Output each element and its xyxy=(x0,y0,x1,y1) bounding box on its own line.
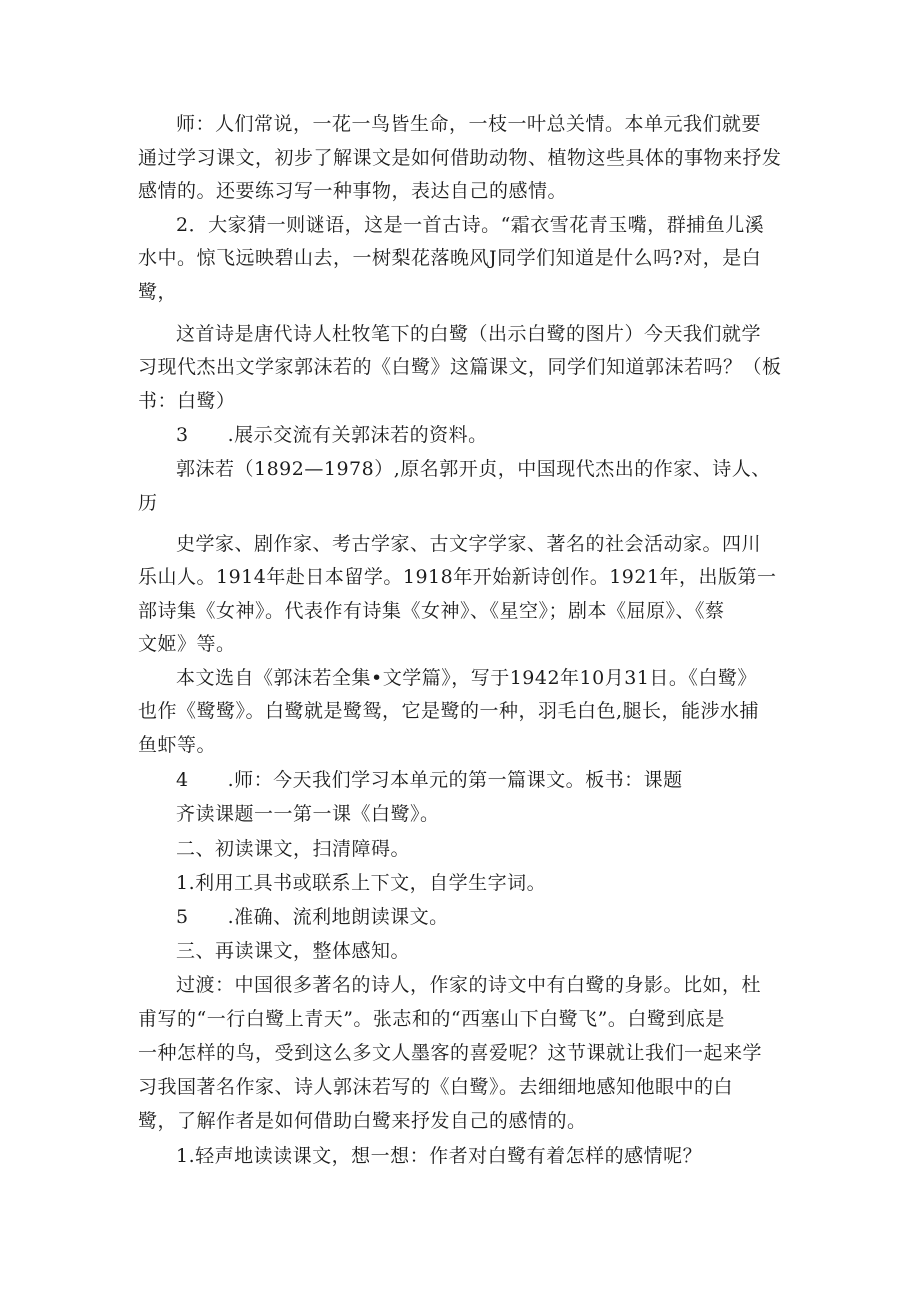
text-line: 鹭，了解作者是如何借助白鹭来抒发自己的感情的。 xyxy=(138,1110,587,1132)
text-line: 4 .师：今天我们学习本单元的第一篇课文。板书：课题 xyxy=(176,769,683,791)
text-line: 部诗集《女神》。代表作有诗集《女神》、《星空》；剧本《屈原》、《蔡 xyxy=(138,600,725,622)
text-line: 史学家、剧作家、考古学家、古文字学家、著名的社会活动家。四川 xyxy=(176,533,762,555)
text-line: 通过学习课文，初步了解课文是如何借助动物、植物这些具体的事物来抒发 xyxy=(138,147,782,169)
text-line: 鱼虾等。 xyxy=(138,734,217,756)
text-line: 1.轻声地读读课文，想一想：作者对白鹭有着怎样的感情呢？ xyxy=(176,1145,703,1167)
text-line: 郭沫若（1892—1978）,原名郭开贞，中国现代杰出的作家、诗人、 xyxy=(176,458,771,480)
text-line: 1.利用工具书或联系上下文，自学生字词。 xyxy=(176,872,547,894)
text-line: 三、再读课文，整体感知。 xyxy=(176,940,411,962)
text-line: 一种怎样的鸟，受到这么多文人墨客的喜爱呢？这节课就让我们一起来学 xyxy=(138,1042,763,1064)
text-line: 文姬》等。 xyxy=(138,633,236,655)
text-line: 过渡：中国很多著名的诗人，作家的诗文中有白鹭的身影。比如，杜 xyxy=(176,974,762,996)
text-line: 鹭， xyxy=(138,281,178,303)
text-line: 2．大家猜一则谜语，这是一首古诗。“霜衣雪花青玉嘴，群捕鱼儿溪 xyxy=(176,214,765,236)
text-line: 师：人们常说，一花一鸟皆生命，一枝一叶总关情。本单元我们就要 xyxy=(176,113,762,135)
text-line: 齐读课题一一第一课《白鹭》。 xyxy=(176,803,440,825)
text-line: 水中。惊飞远映碧山去，一树梨花落晚风J同学们知道是什么吗?对，是白 xyxy=(138,247,762,269)
text-line: 习我国著名作家、诗人郭沫若写的《白鹭》。去细细地感知他眼中的白 xyxy=(138,1076,734,1098)
text-line: 习现代杰出文学家郭沫若的《白鹭》这篇课文，同学们知道郭沫若吗？（板 xyxy=(138,356,782,378)
text-line: 历 xyxy=(138,492,158,514)
text-line: 书：白鹭） xyxy=(138,390,236,412)
text-line: 5 .准确、流利地朗读课文。 xyxy=(176,906,449,928)
text-line: 甫写的“一行白鹭上青天”。张志和的“西塞山下白鹭飞”。白鹭到底是 xyxy=(138,1008,725,1030)
text-line: 乐山人。1914年赴日本留学。1918年开始新诗创作。1921年，出版第一 xyxy=(138,566,777,588)
text-line: 二、初读课文，扫清障碍。 xyxy=(176,838,411,860)
text-line: 这首诗是唐代诗人杜牧笔下的白鹭（出示白鹭的图片）今天我们就学 xyxy=(176,323,762,345)
text-line: 也作《鹭鹭》。白鹭就是鹭鸳，它是鹭的一种，羽毛白色,腿长，能涉水捕 xyxy=(138,700,760,722)
text-line: 感情的。还要练习写一种事物，表达自己的感情。 xyxy=(138,180,568,202)
text-line: 本文选自《郭沫若全集•文学篇》，写于1942年10月31日。《白鹭》 xyxy=(176,667,757,689)
text-line: 3 .展示交流有关郭沫若的资料。 xyxy=(176,424,488,446)
